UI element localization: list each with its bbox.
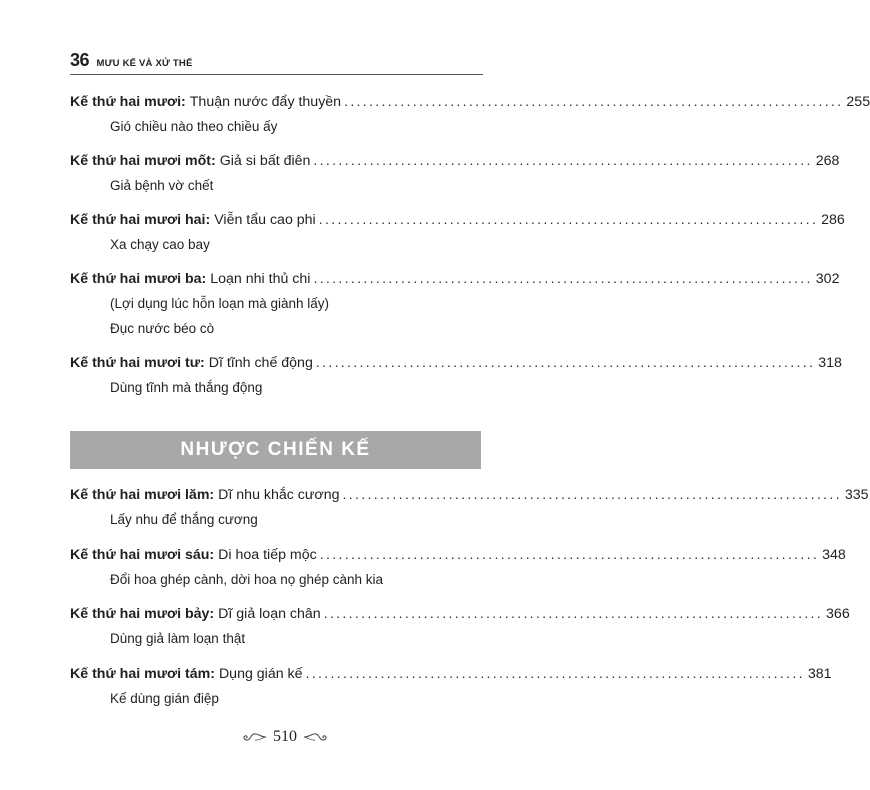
entry-page-number: 335 — [844, 487, 869, 503]
entry-title: Dĩ giả loạn chân — [218, 606, 321, 622]
entry-label: Kế thứ hai mươi lăm: — [70, 487, 215, 503]
entry-title: Dĩ nhu khắc cương — [218, 487, 340, 503]
toc-entry — [70, 355, 842, 400]
entry-subtitle: Xa chạy cao bay — [110, 237, 210, 252]
entry-page-number: 268 — [815, 153, 840, 169]
entry-page-number: 255 — [846, 94, 870, 110]
entry-page-number: 286 — [821, 212, 845, 228]
entry-label: Kế thứ hai mươi mốt: — [70, 153, 216, 169]
section-title: NHƯỢC CHIẾN KẾ — [180, 439, 371, 460]
running-header — [70, 50, 482, 74]
dot-leader: ................................................................................ — [313, 271, 813, 287]
page-number: 510 — [273, 728, 297, 745]
entry-subtitle: Dùng giả làm loạn thật — [110, 631, 246, 646]
entry-subtitle: (Lợi dụng lúc hỗn loạn mà giành lấy) — [110, 296, 329, 311]
dot-leader: ................................................................................ — [305, 666, 805, 682]
entry-title: Loạn nhi thủ chi — [210, 271, 311, 287]
dot-leader: ................................................................................ — [342, 487, 842, 503]
entry-title: Viễn tẩu cao phi — [214, 212, 316, 228]
entry-page-number: 302 — [815, 271, 840, 287]
entry-page-number: 366 — [826, 606, 850, 622]
toc-entry-line — [70, 606, 850, 626]
flourish-left-icon — [241, 731, 267, 743]
toc-entry — [70, 94, 870, 139]
entry-subtitle: Kế dùng gián điệp — [110, 691, 219, 706]
page-footer — [240, 727, 330, 747]
entry-subtitle: Gió chiều nào theo chiều ấy — [110, 119, 278, 134]
entry-label: Kế thứ hai mươi hai: — [70, 212, 211, 228]
dot-leader: ................................................................................ — [344, 94, 844, 110]
entry-subtitle: Giả bệnh vờ chết — [110, 178, 214, 193]
header-title: MƯU KẾ VÀ XỬ THẾ — [96, 58, 193, 69]
header-rule — [70, 74, 483, 75]
toc-entry-line — [70, 271, 840, 291]
toc-entry — [70, 547, 846, 592]
toc-entry-line — [70, 547, 846, 567]
entry-label: Kế thứ hai mươi tư: — [70, 355, 205, 371]
toc-entry — [70, 487, 869, 532]
entry-page-number: 381 — [807, 666, 832, 682]
toc-entry-line — [70, 487, 869, 507]
toc-entry — [70, 666, 832, 711]
section-banner — [70, 431, 481, 469]
toc-entry — [70, 271, 840, 341]
entry-title: Di hoa tiếp mộc — [218, 547, 317, 563]
toc-entry — [70, 212, 845, 257]
toc-entry-line — [70, 153, 840, 173]
entry-title: Dĩ tĩnh chế động — [208, 355, 313, 371]
entry-label: Kế thứ hai mươi bảy: — [70, 606, 215, 622]
toc-entry-line — [70, 94, 870, 114]
entry-label: Kế thứ hai mươi tám: — [70, 666, 215, 682]
entry-title: Thuận nước đẩy thuyền — [189, 94, 342, 110]
entry-subtitle: Đổi hoa ghép cành, dời hoa nọ ghép cành kia — [110, 572, 384, 587]
toc-entry-line — [70, 212, 845, 232]
flourish-right-icon — [303, 731, 329, 743]
entry-page-number: 318 — [818, 355, 842, 371]
toc-entry-line — [70, 355, 842, 375]
entry-title: Dụng gián kế — [218, 666, 303, 682]
dot-leader: ................................................................................ — [323, 606, 824, 622]
header-number: 36 — [70, 50, 90, 70]
entry-label: Kế thứ hai mươi sáu: — [70, 547, 215, 563]
toc-entry — [70, 606, 850, 651]
toc-entry — [70, 153, 840, 198]
toc-entry-line — [70, 666, 832, 686]
entry-label: Kế thứ hai mươi: — [70, 94, 186, 110]
entry-subtitle: Lấy nhu để thắng cương — [110, 512, 258, 527]
entry-label: Kế thứ hai mươi ba: — [70, 271, 207, 287]
entry-title: Giả si bất điên — [219, 153, 311, 169]
entry-subtitle: Dùng tĩnh mà thắng động — [110, 380, 263, 395]
entry-page-number: 348 — [822, 547, 846, 563]
entry-subtitle: Đục nước béo cò — [110, 321, 215, 336]
dot-leader: ................................................................................ — [313, 153, 813, 169]
dot-leader: ................................................................................ — [315, 355, 816, 371]
dot-leader: ................................................................................ — [318, 212, 819, 228]
dot-leader: ................................................................................ — [319, 547, 820, 563]
